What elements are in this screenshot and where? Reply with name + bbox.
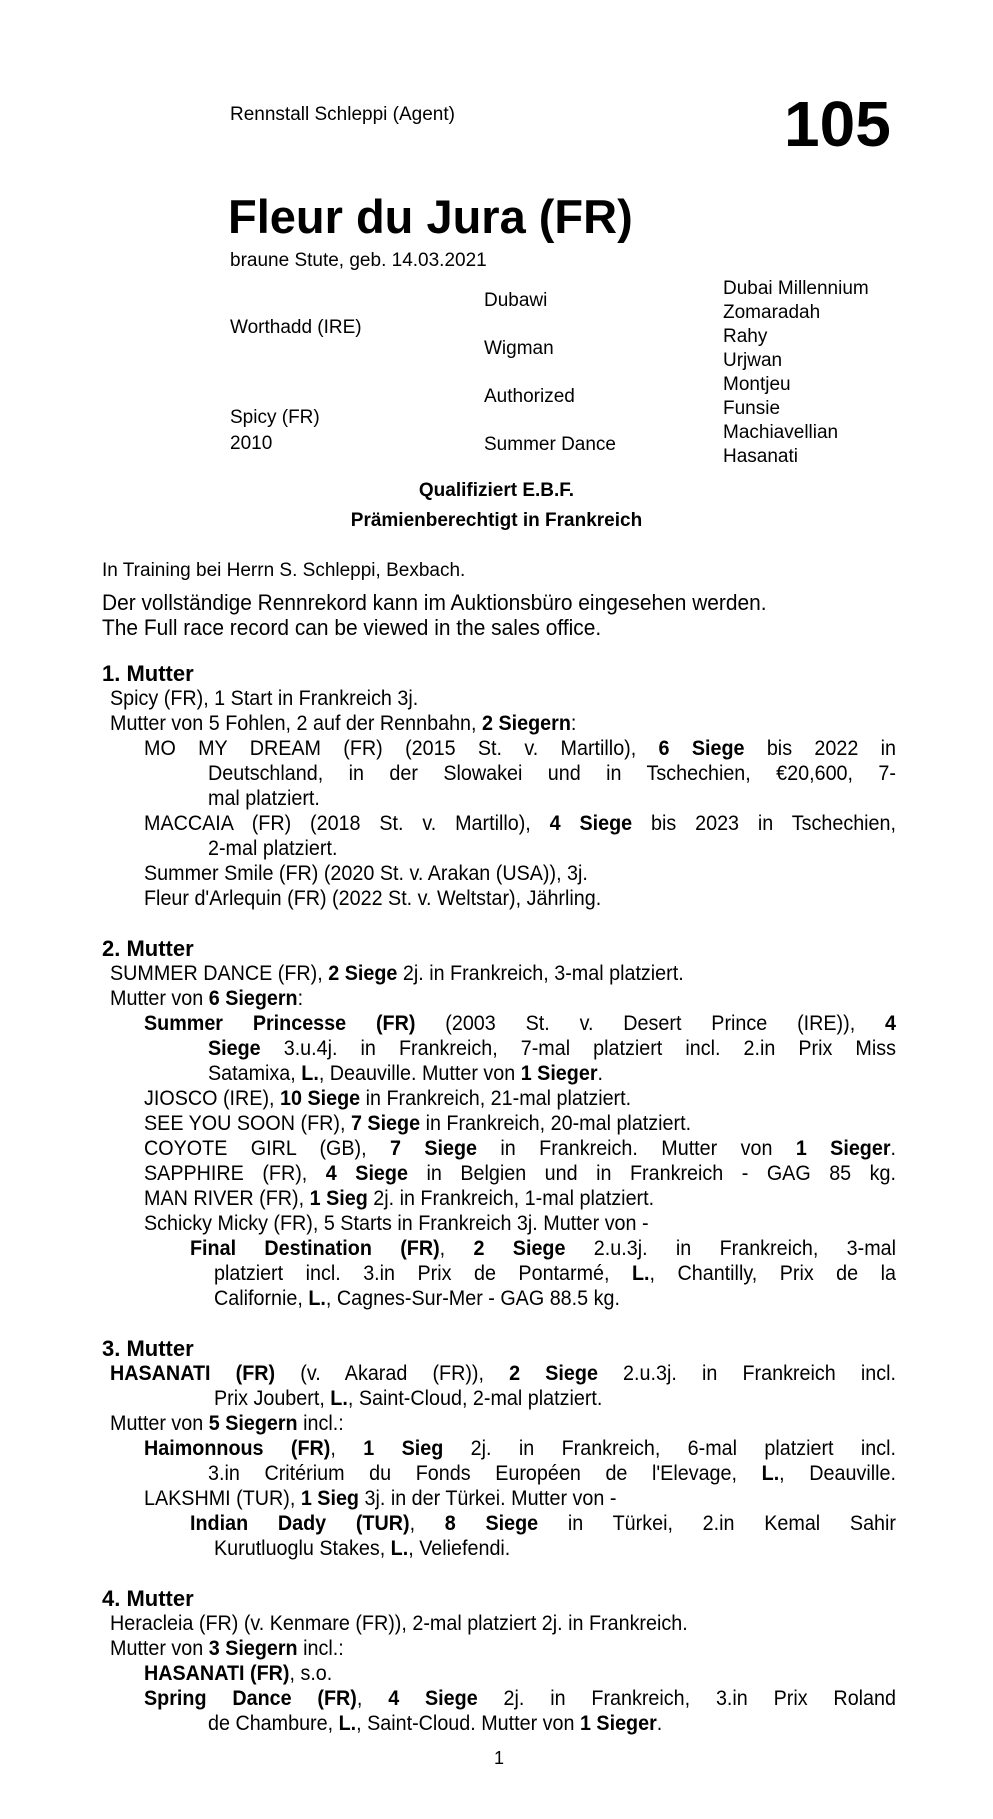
- section-heading: 1. Mutter: [102, 661, 194, 686]
- text: SUMMER DANCE (FR),: [110, 962, 329, 985]
- record-line: [110, 988, 303, 1009]
- text: 2j. in Frankreich, 1-mal platziert.: [367, 1187, 655, 1210]
- bold-text: 2 Siege: [473, 1237, 566, 1260]
- text: SAPPHIRE (FR),: [144, 1162, 326, 1185]
- record-line: [144, 813, 896, 834]
- bold-text: 4 Siege: [325, 1162, 408, 1185]
- text: 2j. in Frankreich, 3.in Prix Roland: [477, 1687, 896, 1710]
- text: MAN RIVER (FR),: [144, 1187, 310, 1210]
- text: 2j. in Frankreich, 3-mal platziert.: [397, 962, 684, 985]
- pedigree-gen2-3: Authorized: [484, 386, 575, 407]
- text: 3j. in der Türkei. Mutter von -: [358, 1487, 617, 1510]
- record-line: [144, 1113, 691, 1134]
- text: Mutter von 5 Fohlen, 2 auf der Rennbahn,: [110, 712, 483, 735]
- text: 2j. in Frankreich, 6-mal platziert incl.: [443, 1437, 896, 1460]
- record-line: [144, 1488, 616, 1509]
- bold-text: 3 Siegern: [208, 1637, 298, 1660]
- bold-text: L.: [330, 1387, 348, 1410]
- record-line: [214, 1538, 510, 1559]
- text: 2.u.3j. in Frankreich incl.: [597, 1362, 896, 1385]
- bold-text: 1 Sieger: [579, 1712, 657, 1735]
- bold-text: HASANATI (FR): [144, 1662, 290, 1685]
- pedigree-gen2-4: Summer Dance: [484, 434, 616, 455]
- text: , Deauville.: [779, 1462, 896, 1485]
- bold-text: Haimonnous (FR): [144, 1437, 331, 1460]
- qualification-premium: Prämienberechtigt in Frankreich: [350, 510, 643, 531]
- pedigree-gen2-2: Wigman: [484, 338, 554, 359]
- record-note-de: Der vollständige Rennrekord kann im Auktionsbüro eingesehen werden.: [102, 590, 767, 615]
- text: in Frankreich, 20-mal platziert.: [420, 1112, 692, 1135]
- record-line: [208, 1038, 896, 1059]
- text: JIOSCO (IRE),: [144, 1087, 281, 1110]
- record-line: [190, 1238, 896, 1259]
- record-line: [110, 1413, 344, 1434]
- record-line: [144, 1138, 896, 1159]
- text: .: [656, 1712, 663, 1735]
- horse-description: braune Stute, geb. 14.03.2021: [230, 250, 487, 271]
- text: :: [570, 712, 577, 735]
- pedigree-gen3-8: Hasanati: [723, 446, 798, 467]
- bold-text: 7 Siege: [350, 1112, 421, 1135]
- text: in Belgien und in Frankreich - GAG 85 kg.: [407, 1162, 897, 1185]
- record-line: [208, 838, 337, 859]
- bold-text: 1 Sieg: [363, 1437, 444, 1460]
- text: incl.:: [297, 1412, 344, 1435]
- pedigree-gen3-2: Zomaradah: [723, 302, 821, 323]
- bold-text: 4 Siege: [549, 812, 633, 835]
- bold-text: 1 Sieg: [300, 1487, 359, 1510]
- bold-text: Indian Dady (TUR): [190, 1512, 410, 1535]
- pedigree-gen3-7: Machiavellian: [723, 422, 839, 443]
- text: COYOTE GIRL (GB),: [144, 1137, 391, 1160]
- text: , Saint-Cloud. Mutter von: [356, 1712, 580, 1735]
- text: ,: [439, 1237, 474, 1260]
- text: Satamixa,: [208, 1062, 302, 1085]
- record-line: [214, 1263, 896, 1284]
- text: 2-mal platziert.: [208, 837, 338, 860]
- record-line: [208, 1063, 603, 1084]
- text: ,: [409, 1512, 445, 1535]
- bold-text: 1 Sieger: [520, 1062, 598, 1085]
- pedigree-gen3-1: Dubai Millennium: [723, 278, 869, 299]
- text: 3.in Critérium du Fonds Européen de l'Elevage,: [208, 1462, 762, 1485]
- record-line: [144, 888, 601, 909]
- text: bis 2022 in: [744, 737, 896, 760]
- record-line: [144, 863, 588, 884]
- bold-text: 1 Sieg: [309, 1187, 368, 1210]
- pedigree-sire: Worthadd (IRE): [230, 317, 362, 338]
- text: bis 2023 in Tschechien,: [632, 812, 897, 835]
- text: Kurutluoglu Stakes,: [214, 1537, 391, 1560]
- record-line: [144, 1438, 896, 1459]
- text: Mutter von: [110, 1412, 209, 1435]
- record-line: [214, 1288, 620, 1309]
- bold-text: 2 Siegern: [482, 712, 571, 735]
- bold-text: L.: [308, 1287, 326, 1310]
- text: , Saint-Cloud, 2-mal platziert.: [347, 1387, 603, 1410]
- record-line: [144, 1163, 896, 1184]
- section-heading: 2. Mutter: [102, 936, 194, 961]
- text: Deutschland, in der Slowakei und in Tschechien, €20,600, 7-: [208, 762, 896, 785]
- pedigree-gen3-6: Funsie: [723, 398, 781, 419]
- bold-text: 4 Siege: [388, 1687, 478, 1710]
- text: .: [890, 1137, 897, 1160]
- text: Mutter von: [110, 1637, 209, 1660]
- text: , Veliefendi.: [408, 1537, 511, 1560]
- text: SEE YOU SOON (FR),: [144, 1112, 351, 1135]
- record-line: [144, 1688, 896, 1709]
- record-line: [144, 1213, 649, 1234]
- record-line: [110, 1363, 896, 1384]
- text: LAKSHMI (TUR),: [144, 1487, 301, 1510]
- bold-text: L.: [631, 1262, 650, 1285]
- text: mal platziert.: [208, 787, 320, 810]
- record-line: [144, 1088, 631, 1109]
- bold-text: 6 Siegern: [208, 987, 298, 1010]
- text: Prix Joubert,: [214, 1387, 331, 1410]
- page-number: 1: [494, 1748, 505, 1768]
- text: in Türkei, 2.in Kemal Sahir: [538, 1512, 897, 1535]
- text: 3.u.4j. in Frankreich, 7-mal platziert incl. 2.in Prix Miss: [260, 1037, 896, 1060]
- pedigree-dam-year: 2010: [230, 433, 273, 454]
- text: 2.u.3j. in Frankreich, 3-mal: [565, 1237, 897, 1260]
- record-line: [208, 763, 896, 784]
- bold-text: L.: [301, 1062, 319, 1085]
- pedigree-gen3-3: Rahy: [723, 326, 768, 347]
- text: Heracleia (FR) (v. Kenmare (FR)), 2-mal platziert 2j. in Frankreich.: [110, 1612, 688, 1635]
- text: Spicy (FR), 1 Start in Frankreich 3j.: [110, 687, 419, 710]
- record-line: [110, 963, 684, 984]
- text: ,: [330, 1437, 364, 1460]
- bold-text: 1 Sieger: [795, 1137, 891, 1160]
- bold-text: 10 Siege: [280, 1087, 361, 1110]
- text: de Chambure,: [208, 1712, 339, 1735]
- qualification-ebf: Qualifiziert E.B.F.: [418, 480, 575, 501]
- bold-text: Spring Dance (FR): [144, 1687, 357, 1710]
- bold-text: 2 Siege: [328, 962, 398, 985]
- record-line: [110, 688, 418, 709]
- bold-text: L.: [338, 1712, 357, 1735]
- record-line: [190, 1513, 896, 1534]
- bold-text: Siege: [208, 1037, 261, 1060]
- text: Mutter von: [110, 987, 209, 1010]
- bold-text: L.: [761, 1462, 780, 1485]
- section-heading: 4. Mutter: [102, 1586, 194, 1611]
- bold-text: 8 Siege: [444, 1512, 539, 1535]
- text: Fleur d'Arlequin (FR) (2022 St. v. Weltstar), Jährling.: [144, 887, 602, 910]
- record-line: [110, 1638, 344, 1659]
- text: MO MY DREAM (FR) (2015 St. v. Martillo),: [144, 737, 659, 760]
- pedigree-gen3-5: Montjeu: [723, 374, 791, 395]
- text: ,: [356, 1687, 389, 1710]
- record-line: [208, 1463, 896, 1484]
- pedigree-gen3-4: Urjwan: [723, 350, 783, 371]
- bold-text: 5 Siegern: [208, 1412, 298, 1435]
- bold-text: 2 Siege: [509, 1362, 598, 1385]
- record-line: [110, 1613, 688, 1634]
- record-line: [144, 1188, 654, 1209]
- text: .: [597, 1062, 604, 1085]
- section-heading: 3. Mutter: [102, 1336, 194, 1361]
- record-line: [208, 1713, 662, 1734]
- bold-text: Summer Princesse (FR): [144, 1012, 416, 1035]
- record-line: [144, 1013, 896, 1034]
- pedigree-gen2-1: Dubawi: [484, 290, 548, 311]
- text: incl.:: [297, 1637, 344, 1660]
- bold-text: L.: [390, 1537, 409, 1560]
- horse-name: Fleur du Jura (FR): [228, 190, 633, 243]
- agent-name: Rennstall Schleppi (Agent): [230, 104, 455, 125]
- record-line: [208, 788, 320, 809]
- training-note: In Training bei Herrn S. Schleppi, Bexbach.: [102, 560, 466, 581]
- bold-text: 7 Siege: [390, 1137, 478, 1160]
- text: Californie,: [214, 1287, 309, 1310]
- record-line: [144, 738, 896, 759]
- lot-number: 105: [784, 88, 891, 160]
- bold-text: Final Destination (FR): [190, 1237, 440, 1260]
- text: (v. Akarad (FR)),: [275, 1362, 510, 1385]
- text: Summer Smile (FR) (2020 St. v. Arakan (USA)), 3j.: [144, 862, 588, 885]
- text: (2003 St. v. Desert Prince (IRE)),: [415, 1012, 886, 1035]
- bold-text: HASANATI (FR): [110, 1362, 276, 1385]
- text: Schicky Micky (FR), 5 Starts in Frankreich 3j. Mutter von -: [144, 1212, 649, 1235]
- pedigree-dam: Spicy (FR): [230, 407, 320, 428]
- record-note-en: The Full race record can be viewed in the sales office.: [102, 615, 602, 640]
- record-line: [110, 713, 576, 734]
- text: MACCAIA (FR) (2018 St. v. Martillo),: [144, 812, 550, 835]
- text: , s.o.: [289, 1662, 333, 1685]
- text: in Frankreich, 21-mal platziert.: [360, 1087, 632, 1110]
- bold-text: 6 Siege: [658, 737, 745, 760]
- text: in Frankreich. Mutter von: [477, 1137, 796, 1160]
- text: , Chantilly, Prix de la: [649, 1262, 896, 1285]
- text: platziert incl. 3.in Prix de Pontarmé,: [214, 1262, 632, 1285]
- record-line: [144, 1663, 332, 1684]
- text: :: [297, 987, 304, 1010]
- bold-text: 4: [885, 1012, 897, 1035]
- record-line: [214, 1388, 602, 1409]
- text: , Deauville. Mutter von: [318, 1062, 521, 1085]
- text: , Cagnes-Sur-Mer - GAG 88.5 kg.: [325, 1287, 620, 1310]
